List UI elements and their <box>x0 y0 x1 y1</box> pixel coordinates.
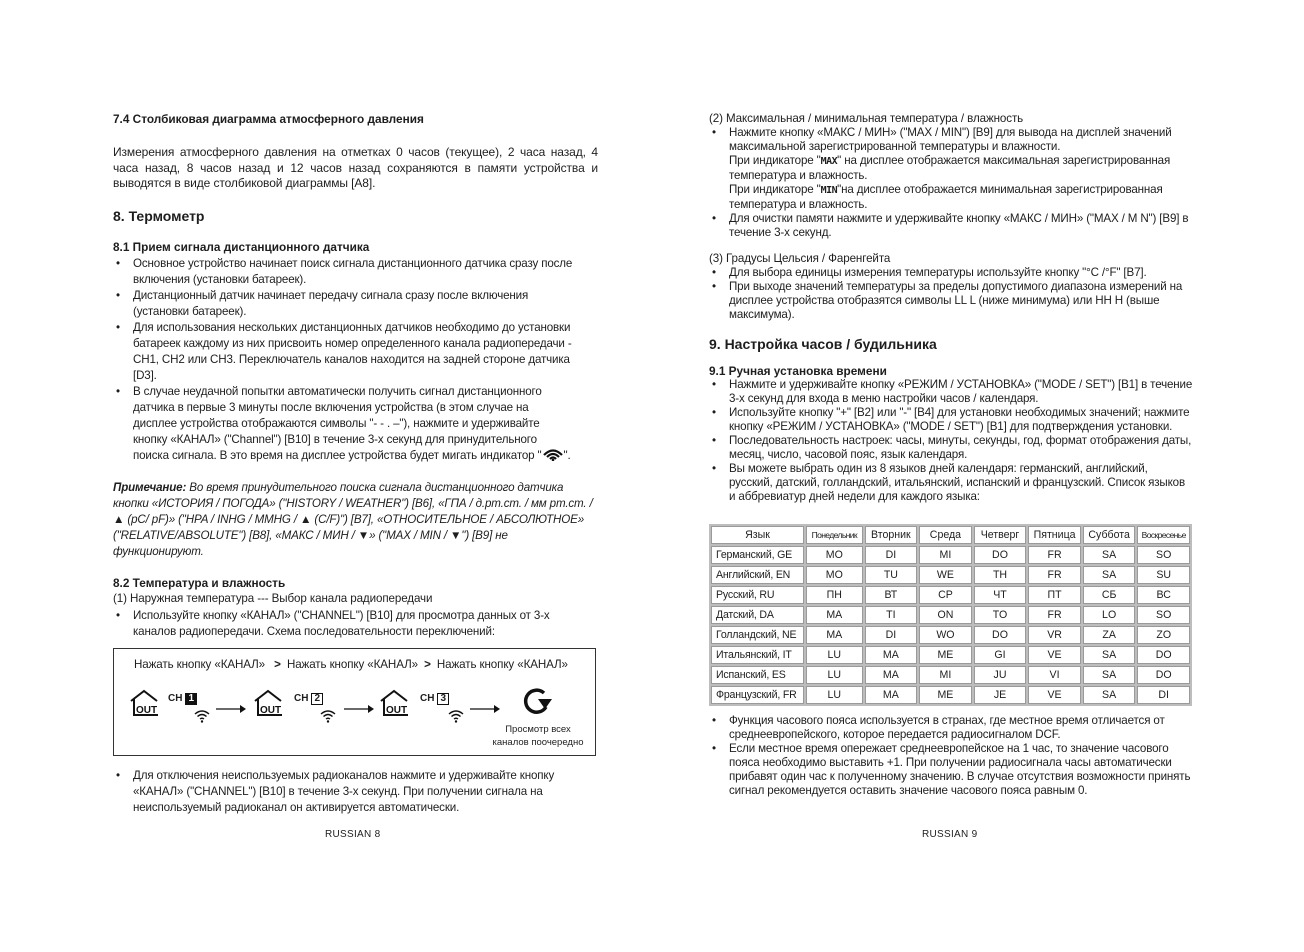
section-8-2-subheading: (1) Наружная температура --- Выбор канала радиопередачи <box>113 592 433 605</box>
list-item: • Нажмите и удерживайте кнопку «РЕЖИМ / УСТАНОВКА» ("MODE / SET") [B1] в течение 3-х секунд для входа в меню настройки часов / календаря. <box>709 378 1194 406</box>
cycle-caption: Просмотр всех каналов поочередно <box>492 724 584 748</box>
list-item: • Основное устройство начинает поиск сигнала дистанционного датчика сразу после включения (установки батареек). <box>113 256 573 288</box>
note-label: Примечание: <box>113 481 187 494</box>
table-row: Датский, DA MA TI ON TO FR LO SO <box>711 606 1190 624</box>
table-header-row <box>711 526 1190 544</box>
section-8-2-heading: 8.2 Температура и влажность <box>113 576 286 590</box>
wifi-signal-icon <box>320 709 336 728</box>
svg-text:OUT: OUT <box>136 705 158 716</box>
page-footer: RUSSIAN 8 <box>325 829 381 840</box>
column-header: Воскресенье <box>1137 526 1190 544</box>
section-2-subheading: (2) Максимальная / минимальная температура / влажность <box>709 112 1024 125</box>
diagram-steps: Нажать кнопку «КАНАЛ» > Нажать кнопку «КАНАЛ» > Нажать кнопку «КАНАЛ» <box>134 658 568 671</box>
wifi-signal-icon <box>448 709 464 728</box>
column-header: Понедельник <box>806 526 863 544</box>
list-item: • Для выбора единицы измерения температуры используйте кнопку "°C /°F" [B7]. <box>709 266 1184 280</box>
svg-text:OUT: OUT <box>386 705 408 716</box>
section-2-list <box>709 126 1194 240</box>
column-header: Суббота <box>1083 526 1136 544</box>
calendar-language-table <box>709 524 1192 706</box>
channel-2-label: CH 2 <box>294 693 323 705</box>
list-item: • Используйте кнопку «КАНАЛ» ("CHANNEL") [B10] для просмотра данных от 3-х каналов радиопередачи. Схема последовательности переключений: <box>113 608 583 640</box>
table-row: Германский, GE MO DI MI DO FR SA SO <box>711 546 1190 564</box>
channel-1-label: CH 1 <box>168 693 197 705</box>
table-row: Английский, EN MO TU WE TH FR SA SU <box>711 566 1190 584</box>
table-row: Испанский, ES LU MA MI JU VI SA DO <box>711 666 1190 684</box>
table-row: Французский, FR LU MA ME JE VE SA DI <box>711 686 1190 704</box>
min-indicator: MIN <box>820 185 838 196</box>
list-item: • Функция часового пояса используется в странах, где местное время отличается от среднеевропейского, которое передается радиосигналом DCF. <box>709 714 1194 742</box>
column-header: Среда <box>919 526 972 544</box>
arrow-right-icon <box>344 701 374 719</box>
section-8-1-list <box>113 256 573 466</box>
note-paragraph: Примечание: Во время принудительного поиска сигнала дистанционного датчика кнопки «ИСТОРИЯ / ПОГОДА» ("HISTORY / WEATHER") [B6], «ГПА / д.рт.ст. / мм рт.ст. / ▲ (рС/ рF)» ("HPA / INHG / MMHG / ▲ (C/F)") [B7], «ОТНОСИТЕЛЬНОЕ / АБСОЛЮТНОЕ» ("RELATIVE/ABSOLUTE") [B8], «МАКС / МИН / ▼» ("MAX / MIN / ▼") [B9] не функционируют. <box>113 481 593 558</box>
table-row: Русский, RU ПН ВТ СР ЧТ ПТ СБ ВС <box>711 586 1190 604</box>
channel-3-label: CH 3 <box>420 693 449 705</box>
timezone-list <box>709 714 1194 798</box>
channel-sequence-diagram <box>113 648 596 756</box>
list-item: • При выходе значений температуры за пределы допустимого диапазона измерений на дисплее устройства отобразятся символы LL L (ниже минимума) или HH H (выше максимума). <box>709 280 1184 322</box>
column-header: Язык <box>711 526 804 544</box>
max-indicator: MAX <box>820 156 838 167</box>
column-header: Пятница <box>1028 526 1081 544</box>
section-3-subheading: (3) Градусы Цельсия / Фаренгейта <box>709 252 891 265</box>
list-item: • Для очистки памяти нажмите и удерживайте кнопку «МАКС / МИН» ("MAX / M N") [B9] в течение 3-х секунд. <box>709 212 1194 240</box>
section-8-2-list-after <box>113 768 588 816</box>
list-item: • Для использования нескольких дистанционных датчиков необходимо до установки батареек каждому из них присвоить номер определенного канала радиопередачи - CH1, CH2 или CH3. Переключатель каналов находится на задней стороне датчика [D3]. <box>113 320 573 384</box>
section-9-heading: 9. Настройка часов / будильника <box>709 336 937 352</box>
column-header: Вторник <box>865 526 918 544</box>
section-8-2-list <box>113 608 583 640</box>
out-house-icon <box>128 689 160 722</box>
list-item: • Для отключения неиспользуемых радиоканалов нажмите и удерживайте кнопку «КАНАЛ» ("CHANNEL") [B10] в течение 3-х секунд. При получении сигнала на неиспользуемый радиоканал он активируется автоматически. <box>113 768 588 816</box>
table-row: Голландский, NE MA DI WO DO VR ZA ZO <box>711 626 1190 644</box>
signal-indicator-icon <box>542 449 564 466</box>
section-8-heading: 8. Термометр <box>113 208 205 224</box>
column-header: Четверг <box>974 526 1027 544</box>
arrow-right-icon <box>216 701 246 719</box>
list-item: • Последовательность настроек: часы, минуты, секунды, год, формат отображения даты, месяц, число, часовой пояс, язык календаря. <box>709 434 1194 462</box>
out-house-icon <box>252 689 284 722</box>
list-item: • В случае неудачной попытки автоматически получить сигнал дистанционного датчика в первые 3 минуты после включения устройства (в этом случае на дисплее устройства отображаются символы "- - . –"), нажмите и удерживайте кнопку «КАНАЛ» ("Channel") [B10] в течение 3-х секунд для принудительного поиска сигнала. В это время на дисплее устройства будет мигать индикатор " ". <box>113 384 573 466</box>
list-item: • Дистанционный датчик начинает передачу сигнала сразу после включения (установки батареек). <box>113 288 573 320</box>
table-row: Итальянский, IT LU MA ME GI VE SA DO <box>711 646 1190 664</box>
section-8-1-heading: 8.1 Прием сигнала дистанционного датчика <box>113 240 370 254</box>
section-9-1-heading: 9.1 Ручная установка времени <box>709 364 887 378</box>
svg-text:OUT: OUT <box>260 705 282 716</box>
section-7-4-paragraph: Измерения атмосферного давления на отметках 0 часов (текущее), 2 часа назад, 4 часа назад, 8 часов назад и 12 часов назад сохраняются в памяти устройства и выводятся в виде столбиковой диаграммы [A8]. <box>113 145 598 190</box>
section-3-list <box>709 266 1184 322</box>
page-footer: RUSSIAN 9 <box>922 829 978 840</box>
section-7-4-heading: 7.4 Столбиковая диаграмма атмосферного давления <box>113 112 424 126</box>
wifi-signal-icon <box>194 709 210 728</box>
section-9-1-list <box>709 378 1194 504</box>
cycle-rotate-icon <box>520 685 554 722</box>
out-house-icon <box>378 689 410 722</box>
arrow-right-icon <box>470 701 500 719</box>
list-item: • Используйте кнопку "+" [B2] или "-" [B4] для установки необходимых значений; нажмите кнопку «РЕЖИМ / УСТАНОВКА» ("MODE / SET") [B1] для подтверждения установки. <box>709 406 1194 434</box>
list-item: • Вы можете выбрать один из 8 языков дней календаря: германский, английский, русский, датский, голландский, итальянский, испанский и французский. Список языков и аббревиатур дней недели для каждого языка: <box>709 462 1194 504</box>
list-item: • Если местное время опережает среднеевропейское на 1 час, то значение часового пояса необходимо выставить +1. При получении радиосигнала часы автоматически прибавят один час к полученному значению. В случае отсутствия возможности принять сигнал рекомендуется оставить значение часового пояса равным 0. <box>709 742 1194 798</box>
list-item: • Нажмите кнопку «МАКС / МИН» ("MAX / MIN") [B9] для вывода на дисплей значений максимальной зарегистрированной температуры и влажности. При индикаторе "MAX" на дисплее отображается максимальная зарегистрированная температура и влажность. При индикаторе "MIN"на дисплее отображается минимальная зарегистрированная температура и влажность. <box>709 126 1194 212</box>
